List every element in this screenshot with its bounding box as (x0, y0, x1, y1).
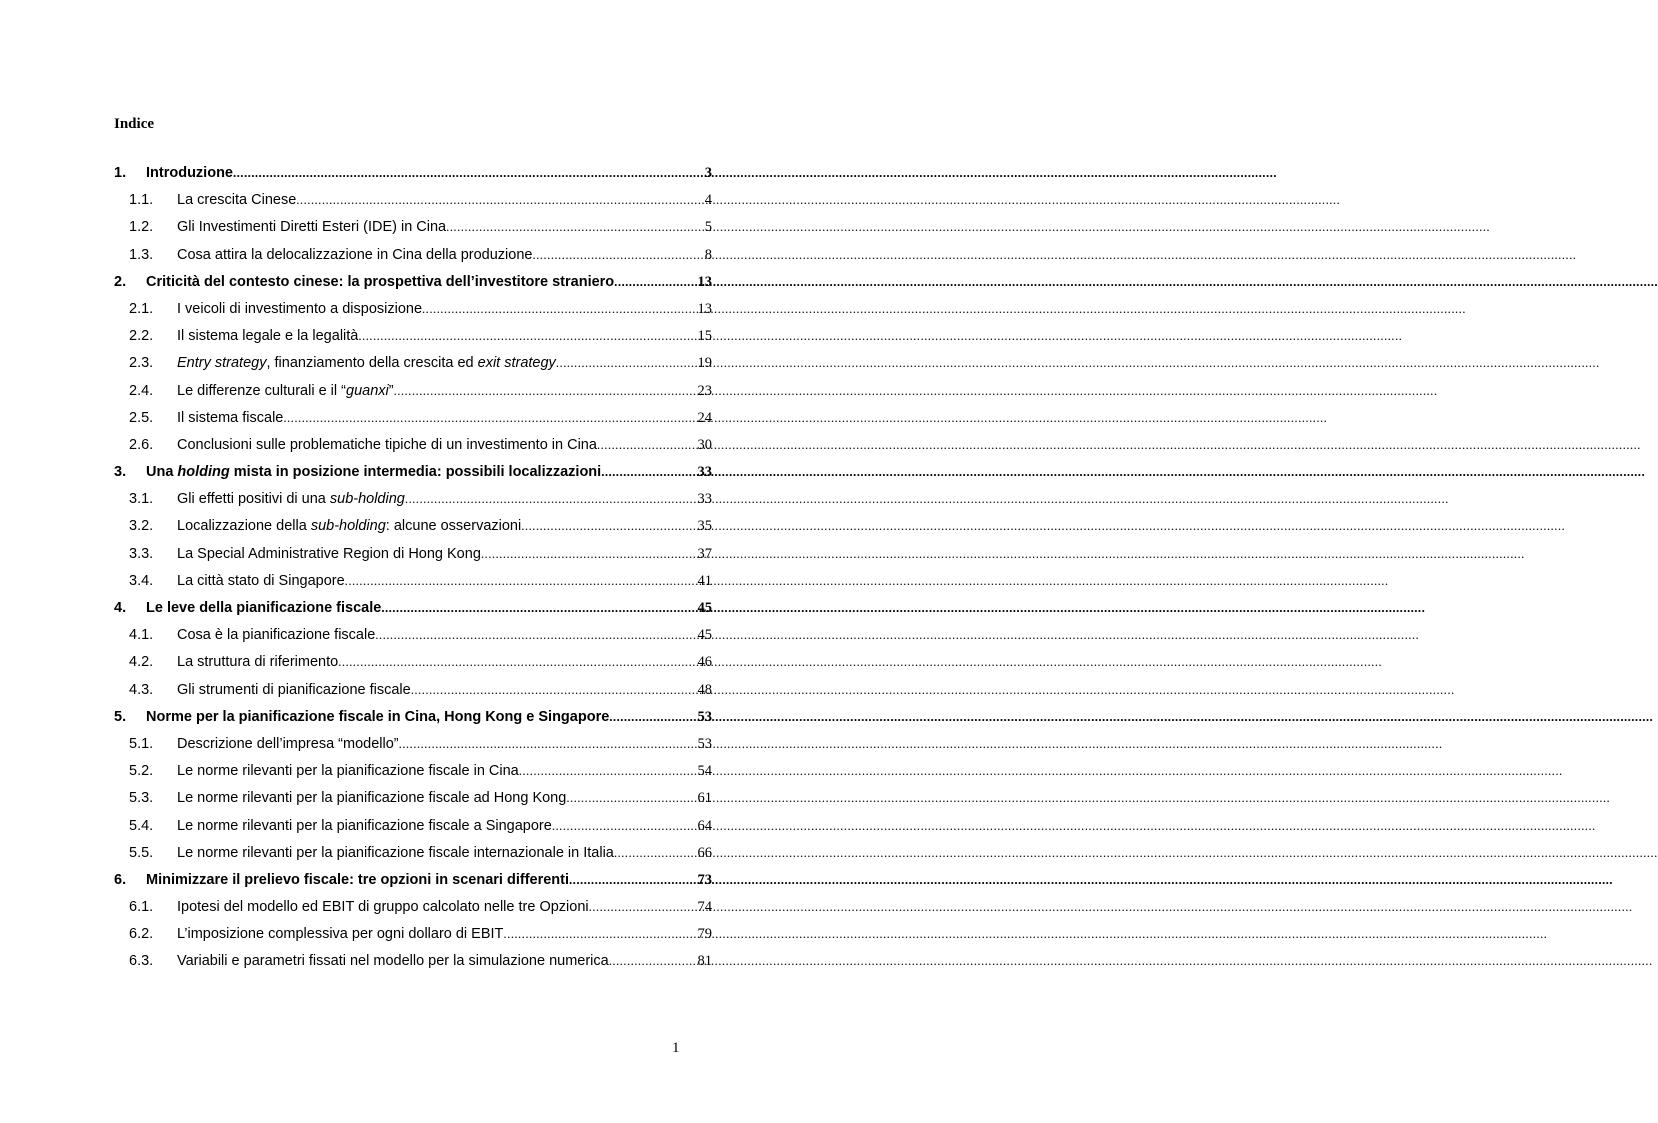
toc-entry-number: 1. (114, 165, 127, 181)
toc-entry-page: 33 (697, 464, 712, 481)
toc-entry-page: 13 (697, 300, 712, 317)
toc-entry-number: 4.1. (129, 627, 154, 644)
toc-entry-title-italic: exit strategy (477, 355, 556, 372)
toc-entry-title-text: Le norme rilevanti per la pianificazione fiscale internazionale in Italia (177, 844, 614, 861)
toc-entry-title (146, 709, 609, 725)
toc-entry-title-text: Introduzione (146, 165, 233, 181)
toc-entry-title-text: Una (146, 464, 178, 481)
toc-entry-number: 2.6. (129, 436, 154, 453)
toc-entry-title-text: Le norme rilevanti per la pianificazione fiscale ad Hong Kong (177, 790, 567, 807)
toc-entry-number: 5.3. (129, 790, 154, 807)
toc-entry-title (177, 301, 422, 317)
toc-entry-title (146, 872, 569, 888)
toc-entry-page: 24 (697, 409, 712, 426)
toc-entry-title-text: Descrizione dell’impresa “modello” (177, 735, 399, 752)
toc-entry-title (177, 899, 589, 915)
toc-entry-number: 4. (114, 600, 127, 616)
toc-entry-title (177, 790, 566, 806)
toc-dot-leader (446, 219, 704, 235)
toc-entry-number: 3. (114, 464, 127, 481)
toc-dot-leader (552, 818, 697, 834)
toc-entry-number: 1.3. (129, 246, 154, 263)
toc-entry-title-text: La crescita Cinese (177, 192, 297, 209)
toc-chapter-entry[interactable] (114, 165, 712, 192)
toc-entry-page: 30 (697, 436, 712, 453)
toc-section-entry[interactable] (114, 410, 712, 437)
toc-entry-number: 3.2. (129, 518, 154, 535)
toc-entry-number: 5.4. (129, 817, 154, 834)
toc-chapter-entry[interactable] (114, 872, 712, 899)
toc-entry-title-text: Le norme rilevanti per la pianificazione fiscale a Singapore (177, 817, 552, 834)
toc-section-entry[interactable] (114, 763, 712, 790)
toc-entry-title (177, 953, 609, 969)
toc-entry-page: 23 (697, 382, 712, 399)
toc-entry-number: 3.4. (129, 572, 154, 589)
toc-entry-number: 5.1. (129, 735, 154, 752)
toc-entry-title-text: Variabili e parametri fissati nel modello per la simulazione numerica (177, 953, 609, 970)
toc-entry-page: 19 (697, 355, 712, 372)
toc-section-entry[interactable] (114, 899, 712, 926)
toc-dot-leader (296, 192, 703, 208)
toc-entry-number: 2. (114, 273, 127, 290)
toc-dot-leader (614, 274, 696, 290)
toc-entry-title-text: Le leve della pianificazione fiscale (146, 600, 382, 616)
table-of-contents (114, 165, 712, 981)
toc-section-entry[interactable] (114, 546, 712, 573)
toc-dot-leader (566, 790, 696, 806)
toc-entry-title (177, 926, 503, 942)
toc-entry-title (177, 736, 399, 752)
toc-dot-leader (481, 546, 697, 562)
toc-entry-page: 33 (697, 491, 712, 508)
toc-entry-title-text: Minimizzare il prelievo fiscale: tre opzioni in scenari differenti (146, 871, 570, 888)
toc-entry-page: 41 (697, 572, 712, 589)
toc-entry-title-text: Gli strumenti di pianificazione fiscale (177, 681, 411, 698)
toc-entry-title (177, 247, 532, 263)
toc-entry-number: 4.3. (129, 681, 154, 698)
toc-section-entry[interactable] (114, 654, 712, 681)
page-title: Indice (114, 116, 155, 132)
toc-entry-page: 66 (697, 844, 712, 861)
toc-entry-title-text: Criticità del contesto cinese: la prospettiva dell’investitore straniero (146, 273, 615, 290)
toc-dot-leader (597, 437, 697, 453)
toc-entry-title-italic: sub-holding (329, 491, 405, 508)
toc-entry-title (177, 410, 283, 426)
toc-dot-leader (556, 355, 697, 371)
toc-entry-page: 81 (697, 953, 712, 970)
toc-entry-title-text: , finanziamento della crescita ed (266, 355, 478, 372)
toc-entry-page: 53 (697, 735, 712, 752)
toc-entry-title (177, 845, 614, 861)
toc-dot-leader (338, 654, 696, 670)
toc-section-entry[interactable] (114, 953, 712, 980)
toc-entry-number: 5. (114, 708, 127, 725)
toc-entry-title-italic: Entry strategy (177, 355, 267, 372)
toc-entry-title (146, 600, 381, 616)
toc-entry-number: 3.3. (129, 545, 154, 562)
toc-chapter-entry[interactable] (114, 709, 712, 736)
toc-dot-leader (283, 410, 696, 426)
toc-entry-page: 3 (704, 165, 712, 181)
toc-entry-number: 2.5. (129, 409, 154, 426)
toc-entry-page: 13 (697, 273, 712, 290)
toc-entry-title-italic: guanxi (346, 382, 389, 399)
toc-entry-number: 5.2. (129, 763, 154, 780)
toc-entry-number: 2.4. (129, 382, 154, 399)
toc-entry-title (177, 763, 519, 779)
toc-dot-leader (394, 383, 697, 399)
toc-entry-page: 5 (704, 219, 712, 236)
toc-entry-page: 35 (697, 518, 712, 535)
toc-section-entry[interactable] (114, 518, 712, 545)
toc-entry-title-text: La città stato di Singapore (177, 572, 345, 589)
toc-entry-number: 6.3. (129, 953, 154, 970)
toc-entry-title-italic: sub-holding (310, 518, 386, 535)
toc-entry-title-text: L’imposizione complessiva per ogni dollaro di EBIT (177, 926, 504, 943)
toc-entry-title (146, 165, 233, 181)
toc-entry-title-text: mista in posizione intermedia: possibili localizzazioni (229, 464, 602, 481)
toc-entry-page: 15 (697, 328, 712, 345)
toc-dot-leader (609, 709, 696, 725)
toc-entry-page: 64 (697, 817, 712, 834)
toc-entry-page: 48 (697, 681, 712, 698)
toc-section-entry[interactable] (114, 926, 712, 953)
toc-dot-leader (532, 247, 703, 263)
toc-entry-page: 54 (697, 763, 712, 780)
toc-section-entry[interactable] (114, 437, 712, 464)
toc-entry-number: 6.1. (129, 899, 154, 916)
toc-entry-title-text: : alcune osservazioni (385, 518, 522, 535)
toc-entry-page: 73 (697, 871, 712, 888)
toc-entry-title (177, 383, 394, 399)
toc-dot-leader (601, 464, 696, 480)
toc-dot-leader (614, 845, 697, 861)
toc-dot-leader (609, 953, 697, 969)
toc-entry-title-text: Le norme rilevanti per la pianificazione fiscale in Cina (177, 763, 519, 780)
toc-entry-title-text: Il sistema fiscale (177, 409, 284, 426)
page-number: 1 (672, 1040, 680, 1056)
toc-entry-title-text: Il sistema legale e la legalità (177, 328, 359, 345)
toc-entry-number: 1.2. (129, 219, 154, 236)
toc-section-entry[interactable] (114, 219, 712, 246)
toc-entry-title (177, 328, 358, 344)
toc-entry-number: 6.2. (129, 926, 154, 943)
toc-section-entry[interactable] (114, 355, 712, 382)
toc-entry-title-text: La Special Administrative Region di Hong Kong (177, 545, 481, 562)
toc-entry-title-text: Gli effetti positivi di una (177, 491, 330, 508)
toc-section-entry[interactable] (114, 736, 712, 763)
toc-entry-title-text: Gli Investimenti Diretti Esteri (IDE) in Cina (177, 219, 447, 236)
toc-entry-number: 3.1. (129, 491, 154, 508)
toc-dot-leader (358, 328, 696, 344)
toc-section-entry[interactable] (114, 818, 712, 845)
toc-entry-title-text: I veicoli di investimento a disposizione (177, 300, 423, 317)
toc-dot-leader (345, 573, 697, 589)
toc-section-entry[interactable] (114, 491, 712, 518)
toc-section-entry[interactable] (114, 682, 712, 709)
toc-entry-page: 61 (697, 790, 712, 807)
toc-dot-leader (233, 165, 704, 181)
toc-chapter-entry[interactable] (114, 600, 712, 627)
toc-dot-leader (399, 736, 697, 752)
toc-dot-leader (411, 682, 697, 698)
toc-section-entry[interactable] (114, 627, 712, 654)
toc-entry-title (177, 518, 521, 534)
toc-entry-title (146, 464, 601, 480)
toc-entry-page: 79 (697, 926, 712, 943)
toc-dot-leader (589, 899, 697, 915)
toc-entry-title-text: ” (388, 382, 394, 399)
toc-entry-page: 46 (697, 654, 712, 671)
toc-entry-number: 6. (114, 871, 127, 888)
toc-entry-page: 37 (697, 545, 712, 562)
toc-entry-title (177, 818, 552, 834)
toc-entry-page: 8 (704, 246, 712, 263)
toc-entry-title (177, 654, 338, 670)
toc-section-entry[interactable] (114, 845, 712, 872)
toc-entry-title (177, 491, 405, 507)
toc-entry-title (177, 573, 345, 589)
toc-chapter-entry[interactable] (114, 274, 712, 301)
toc-section-entry[interactable] (114, 383, 712, 410)
toc-entry-number: 2.3. (129, 355, 154, 372)
toc-entry-number: 4.2. (129, 654, 154, 671)
toc-entry-title-text: Cosa è la pianificazione fiscale (177, 627, 376, 644)
toc-dot-leader (422, 301, 696, 317)
toc-entry-page: 4 (704, 192, 712, 209)
toc-dot-leader (381, 600, 696, 616)
toc-entry-title-text: Norme per la pianificazione fiscale in Cina, Hong Kong e Singapore (146, 708, 610, 725)
toc-dot-leader (569, 872, 696, 888)
toc-entry-number: 5.5. (129, 844, 154, 861)
toc-entry-title-text: Conclusioni sulle problematiche tipiche di un investimento in Cina (177, 436, 597, 453)
toc-entry-page: 45 (697, 600, 712, 616)
toc-entry-number: 2.2. (129, 328, 154, 345)
toc-section-entry[interactable] (114, 790, 712, 817)
toc-entry-title (177, 219, 446, 235)
toc-dot-leader (503, 926, 696, 942)
toc-entry-title (177, 437, 597, 453)
toc-dot-leader (405, 491, 697, 507)
toc-section-entry[interactable] (114, 247, 712, 274)
toc-chapter-entry[interactable] (114, 464, 712, 491)
toc-entry-page: 45 (697, 627, 712, 644)
toc-entry-title (177, 192, 296, 208)
toc-entry-title (177, 355, 556, 371)
toc-entry-title-text: Cosa attira la delocalizzazione in Cina della produzione (177, 246, 533, 263)
toc-section-entry[interactable] (114, 573, 712, 600)
toc-entry-title (177, 682, 411, 698)
toc-section-entry[interactable] (114, 301, 712, 328)
toc-entry-title-italic: holding (177, 464, 230, 481)
toc-entry-title (146, 274, 614, 290)
toc-entry-number: 2.1. (129, 300, 154, 317)
toc-section-entry[interactable] (114, 192, 712, 219)
toc-entry-page: 53 (697, 708, 712, 725)
toc-dot-leader (519, 763, 697, 779)
toc-entry-number: 1.1. (129, 192, 154, 209)
toc-entry-title-text: Localizzazione della (177, 518, 311, 535)
toc-dot-leader (521, 518, 696, 534)
toc-entry-page: 74 (697, 899, 712, 916)
toc-section-entry[interactable] (114, 328, 712, 355)
toc-entry-title (177, 546, 481, 562)
toc-entry-title-text: Le differenze culturali e il “ (177, 382, 346, 399)
toc-entry-title-text: Ipotesi del modello ed EBIT di gruppo calcolato nelle tre Opzioni (177, 899, 589, 916)
toc-dot-leader (375, 627, 696, 643)
toc-entry-title (177, 627, 375, 643)
toc-entry-title-text: La struttura di riferimento (177, 654, 339, 671)
